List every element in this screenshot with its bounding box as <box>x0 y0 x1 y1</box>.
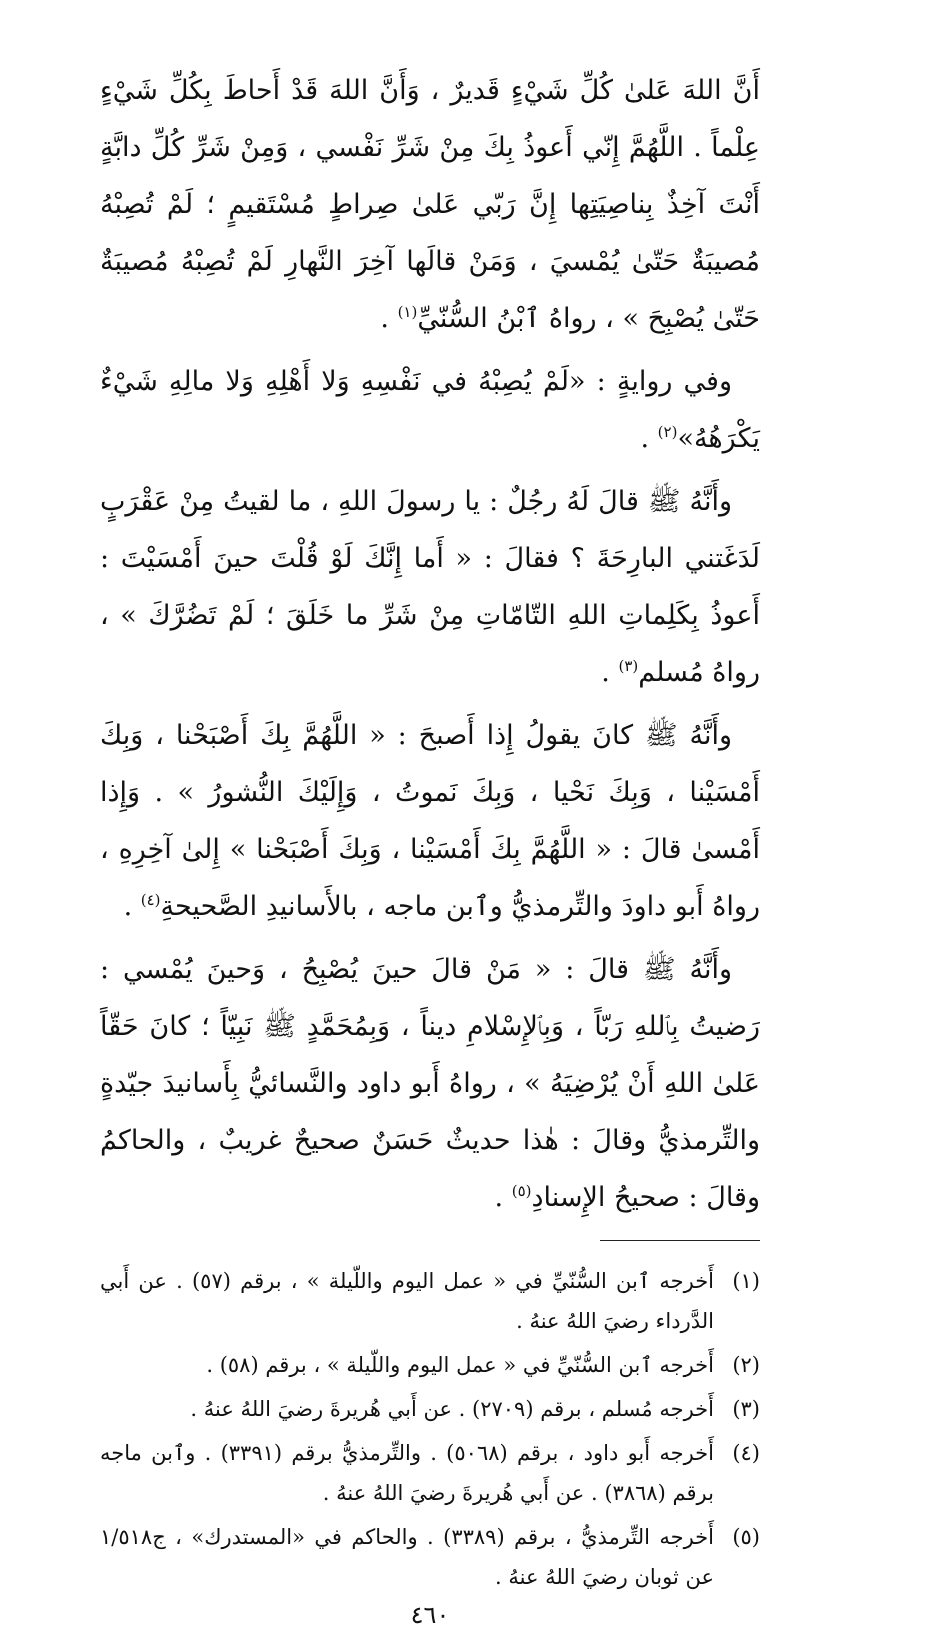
page-number: ٤٦٠ <box>410 1601 450 1629</box>
footnote-text: أَخرجه مُسلم ، برقم (٢٧٠٩) . عن أَبي هُريرةَ رضيَ اللهُ عنهُ . <box>190 1397 714 1421</box>
footnote-ref: (٢) <box>657 423 678 441</box>
footnote-number: (٥) <box>732 1525 760 1549</box>
paragraph-2 <box>100 353 760 467</box>
footnote-1 <box>100 1261 760 1341</box>
paragraph-text: وأَنَّهُ ﷺ كانَ يقولُ إِذا أَصبحَ : « اللَّهُمَّ بِكَ أَصْبَحْنا ، وَبِكَ أَمْسَيْنا ، وَبِكَ نَحْيا ، وَبِكَ نَموتُ ، وَإِلَيْكَ النُّشورُ » . وَإِذا أَمْسىٰ قالَ : « اللَّهُمَّ بِكَ أَمْسَيْنا ، وَبِكَ أَصْبَحْنا » إِلىٰ آخِرِهِ ، رواهُ أَبو داودَ والتِّرمذيُّ وٱبن ماجه ، بالأَسانيدِ الصَّحيحةِ <box>100 720 760 922</box>
paragraph-1 <box>100 62 760 347</box>
footnote-4 <box>100 1433 760 1513</box>
paragraph-5 <box>100 941 760 1226</box>
footnote-number: (١) <box>732 1269 760 1293</box>
footnote-text: أَخرجه ٱبن السُّنّيِّ في « عمل اليوم واللّيلة » ، برقم (٥٨) . <box>206 1353 714 1377</box>
footnote-separator <box>600 1240 760 1241</box>
footnote-number: (٣) <box>732 1397 760 1421</box>
footnote-ref: (٥) <box>511 1182 532 1200</box>
footnote-2 <box>100 1345 760 1385</box>
paragraph-end: . <box>123 891 141 922</box>
footnote-text: أَخرجه أَبو داود ، برقم (٥٠٦٨) . والتِّرمذيُّ برقم (٣٣٩١) . وٱبن ماجه برقم (٣٨٦٨) . عن أَبي هُريرةَ رضيَ اللهُ عنهُ . <box>100 1441 714 1505</box>
paragraph-text: وأَنَّهُ ﷺ قالَ لَهُ رجُلٌ : يا رسولَ اللهِ ، ما لقيتُ مِنْ عَقْرَبٍ لَدَغَتني البارِحَةَ ؟ فقالَ : « أَما إِنَّكَ لَوْ قُلْتَ حينَ أَمْسَيْتَ : أَعوذُ بِكَلِماتِ اللهِ التّامّاتِ مِنْ شَرِّ ما خَلَقَ ؛ لَمْ تَضُرَّكَ » ، رواهُ مُسلم <box>100 486 760 688</box>
footnote-text: أَخرجه التِّرمذيُّ ، برقم (٣٣٨٩) . والحاكم في «المستدرك» ، ج١/٥١٨ عن ثوبان رضيَ اللهُ عنهُ . <box>100 1525 714 1589</box>
footnote-number: (٢) <box>732 1353 760 1377</box>
paragraph-end: . <box>640 423 658 454</box>
main-text <box>100 62 760 1226</box>
book-page <box>100 62 760 1629</box>
footnote-ref: (٣) <box>618 657 639 675</box>
footnote-text: أَخرجه ٱبن السُّنّيِّ في « عمل اليوم واللّيلة » ، برقم (٥٧) . عن أَبي الدَّرداء رضيَ اللهُ عنهُ . <box>100 1269 715 1333</box>
footnote-number: (٤) <box>732 1441 760 1465</box>
paragraph-text: وفي روايةٍ : «لَمْ يُصِبْهُ في نَفْسِهِ وَلا أَهْلِهِ وَلا مالِهِ شَيْءٌ يَكْرَهُهُ» <box>100 366 760 454</box>
paragraph-end: . <box>494 1182 512 1213</box>
paragraph-end: . <box>380 303 398 334</box>
paragraph-4 <box>100 707 760 935</box>
paragraph-text: وأَنَّهُ ﷺ قالَ : « مَنْ قالَ حينَ يُصْبِحُ ، وَحينَ يُمْسي : رَضيتُ بِٱللهِ رَبّاً ، وَبِٱلإِسْلامِ ديناً ، وَبِمُحَمَّدٍ ﷺ نَبِيّاً ؛ كانَ حَقّاً عَلىٰ اللهِ أَنْ يُرْضِيَهُ » ، رواهُ أَبو داود والنَّسائيُّ بِأَسانيدَ جيّدةٍ والتِّرمذيُّ وقالَ : هٰذا حديثٌ حَسَنٌ صحيحٌ غريبٌ ، والحاكمُ وقالَ : صحيحُ الإِسنادِ <box>100 954 760 1213</box>
paragraph-3 <box>100 473 760 701</box>
footnotes <box>100 1261 760 1597</box>
paragraph-text: أَنَّ اللهَ عَلىٰ كُلِّ شَيْءٍ قَديرٌ ، وَأَنَّ اللهَ قَدْ أَحاطَ بِكُلِّ شَيْءٍ عِلْماً . اللَّهُمَّ إِنّي أَعوذُ بِكَ مِنْ شَرِّ نَفْسي ، وَمِنْ شَرِّ كُلِّ دابَّةٍ أَنْتَ آخِذٌ بِناصِيَتِها إِنَّ رَبّي عَلىٰ صِراطٍ مُسْتَقيمٍ ؛ لَمْ تُصِبْهُ مُصيبَةٌ حَتّىٰ يُمْسيَ ، وَمَنْ قالَها آخِرَ النَّهارِ لَمْ تُصِبْهُ مُصيبَةٌ حَتّىٰ يُصْبِحَ » ، رواهُ ٱبْنُ السُّنّيِّ <box>100 75 760 334</box>
footnote-ref: (٤) <box>140 891 161 909</box>
footnote-ref: (١) <box>397 303 418 321</box>
footnote-3 <box>100 1389 760 1429</box>
paragraph-end: . <box>601 657 619 688</box>
footnote-5 <box>100 1517 760 1597</box>
